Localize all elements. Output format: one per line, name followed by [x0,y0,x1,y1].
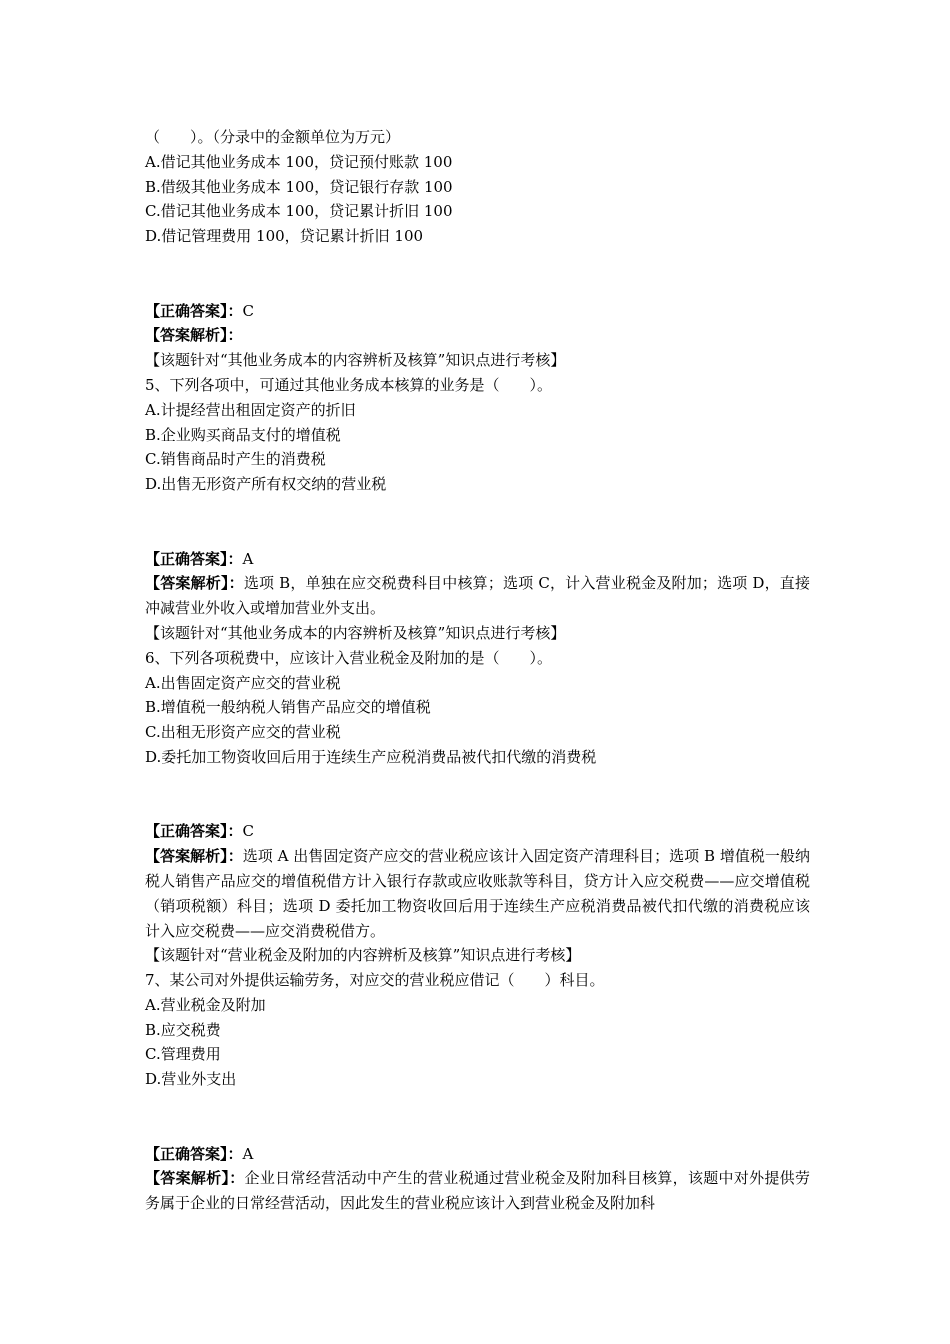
q4-option-b: B.借级其他业务成本 100，贷记银行存款 100 [145,177,453,196]
answer-label: 【正确答案】： [145,1144,243,1163]
answer-value: A [242,549,254,568]
q4-option-a: A.借记其他业务成本 100，贷记预付账款 100 [145,152,453,171]
q6-analysis [145,844,810,943]
q5-option-c: C.销售商品时产生的消费税 [145,450,326,469]
q4-stem-tail: （ ）。（分录中的金额单位为万元） [145,128,401,146]
q4-topic: 【该题针对“其他业务成本的内容辨析及核算”知识点进行考核】 [145,351,566,370]
analysis-text: 选项 B，单独在应交税费科目中核算；选项 C，计入营业税金及附加；选项 D，直接冲减营业外收入或增加营业外支出。 [145,574,810,618]
analysis-text: 选项 A 出售固定资产应交的营业税应该计入固定资产清理科目；选项 B 增值税一般纳税人销售产品应交的增值税借方计入银行存款或应收账款等科目，贷方计入应交税费——应交增值税（销项税额）科目；选项 D 委托加工物资收回后用于连续生产应税消费品被代扣代缴的消费税应该计入应交税费——应交消费税借方。 [145,847,810,940]
q7-option-d: D.营业外支出 [145,1070,237,1089]
q7-option-c: C.管理费用 [145,1045,221,1064]
q5-option-a: A.计提经营出租固定资产的折旧 [145,400,356,419]
analysis-label: 【答案解析】： [145,1169,245,1188]
q5-stem: 5、下列各项中，可通过其他业务成本核算的业务是（ ）。 [145,375,553,394]
answer-value: C [242,822,254,841]
q6-option-c: C.出租无形资产应交的营业税 [145,723,341,742]
q6-option-d: D.委托加工物资收回后用于连续生产应税消费品被代扣代缴的消费税 [145,747,597,766]
analysis-label: 【答案解析】： [145,574,244,593]
spacer [145,1092,810,1142]
q5-answer [145,547,810,572]
q7-option-b: B.应交税费 [145,1020,221,1039]
q5-analysis [145,571,810,621]
q4-analysis [145,323,810,348]
q5-topic: 【该题针对“其他业务成本的内容辨析及核算”知识点进行考核】 [145,623,566,642]
analysis-label: 【答案解析】： [145,326,243,345]
spacer [145,497,810,547]
q5-option-b: B.企业购买商品支付的增值税 [145,425,341,444]
answer-value: A [242,1144,254,1163]
q7-stem: 7、某公司对外提供运输劳务，对应交的营业税应借记（ ）科目。 [145,971,605,990]
answer-label: 【正确答案】： [145,549,243,568]
q4-option-d: D.借记管理费用 100，贷记累计折旧 100 [145,227,424,246]
document-body [145,125,810,1216]
q7-analysis [145,1166,810,1216]
q6-topic: 【该题针对“营业税金及附加的内容辨析及核算”知识点进行考核】 [145,946,581,965]
q4-answer [145,299,810,324]
spacer [145,770,810,820]
q6-option-b: B.增值税一般纳税人销售产品应交的增值税 [145,698,431,717]
q6-stem: 6、下列各项税费中，应该计入营业税金及附加的是（ ）。 [145,648,553,667]
analysis-text: 企业日常经营活动中产生的营业税通过营业税金及附加科目核算，该题中对外提供劳务属于企业的日常经营活动，因此发生的营业税应该计入到营业税金及附加科 [145,1169,810,1213]
q6-answer [145,819,810,844]
q4-option-c: C.借记其他业务成本 100，贷记累计折旧 100 [145,202,453,221]
q5-option-d: D.出售无形资产所有权交纳的营业税 [145,475,387,494]
analysis-label: 【答案解析】： [145,847,243,866]
answer-label: 【正确答案】： [145,822,243,841]
q6-option-a: A.出售固定资产应交的营业税 [145,673,341,692]
q7-answer [145,1142,810,1167]
spacer [145,249,810,299]
answer-label: 【正确答案】： [145,301,243,320]
answer-value: C [242,301,254,320]
q7-option-a: A.营业税金及附加 [145,995,266,1014]
